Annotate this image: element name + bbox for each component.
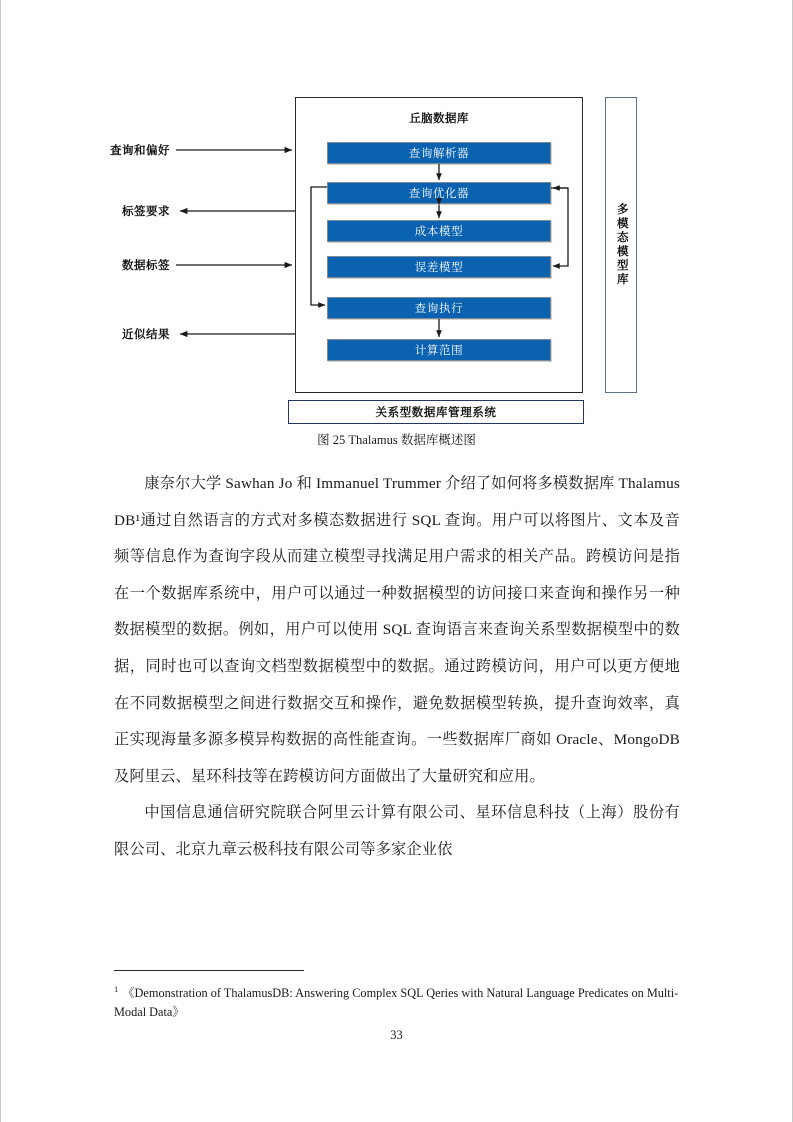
process-box-query-optimizer[interactable]: 查询优化器 <box>327 182 551 204</box>
paragraph-1: 康奈尔大学 Sawhan Jo 和 Immanuel Trummer 介绍了如何将多模数据库 Thalamus DB¹通过自然语言的方式对多模态数据进行 SQL 查询。用户可以将图片、文本及音频等信息作为查询字段从而建立模型寻找满足用户需求的相关产品。跨模访问是指在一个数据库系统中，用户可以通过一种数据模型的访问接口来查询和操作另一种数据模型的数据。例如，用户可以使用 SQL 查询语言来查询关系型数据模型中的数据，同时也可以查询文档型数据模型中的数据。通过跨模访问，用户可以更方便地在不同数据模型之间进行数据交互和操作，避免数据模型转换，提升查询效率，真正实现海量多源多模异构数据的高性能查询。一些数据库厂商如 Oracle、MongoDB 及阿里云、星环科技等在跨模访问方面做出了大量研究和应用。 <box>114 475 680 785</box>
process-box-error-model[interactable]: 误差模型 <box>327 256 551 278</box>
figure-container-title: 丘脑数据库 <box>409 113 469 125</box>
io-label-data-label: 数据标签 <box>122 260 170 272</box>
page-number: 33 <box>390 1028 403 1042</box>
io-label-label-requirement: 标签要求 <box>122 206 170 218</box>
body-text <box>114 466 680 869</box>
figure-thalamus-overview <box>0 0 793 455</box>
io-label-query-and-preference: 查询和偏好 <box>110 145 170 157</box>
footnote-text: 《Demonstration of ThalamusDB: Answering Complex SQL Qeries with Natural Language Predicates on Multi-Modal Data》 <box>114 986 679 1019</box>
process-box-compute-scope[interactable]: 计算范围 <box>327 339 551 361</box>
figure-caption: 图 25 Thalamus 数据库概述图 <box>317 433 476 447</box>
process-box-cost-model[interactable]: 成本模型 <box>327 220 551 242</box>
io-label-approximate-result: 近似结果 <box>122 329 170 341</box>
rdbms-box: 关系型数据库管理系统 <box>288 400 584 424</box>
footnote-separator <box>114 970 304 971</box>
paragraph-2: 中国信息通信研究院联合阿里云计算有限公司、星环信息科技（上海）股份有限公司、北京九章云极科技有限公司等多家企业依 <box>114 804 680 858</box>
multimodal-model-library-label: 多模态模型库 <box>615 203 628 287</box>
footnote <box>114 980 680 1021</box>
process-box-query-execution[interactable]: 查询执行 <box>327 297 551 319</box>
footnote-marker: 1 <box>114 984 119 994</box>
multimodal-model-library-box <box>605 97 637 393</box>
process-box-query-parser[interactable]: 查询解析器 <box>327 142 551 164</box>
